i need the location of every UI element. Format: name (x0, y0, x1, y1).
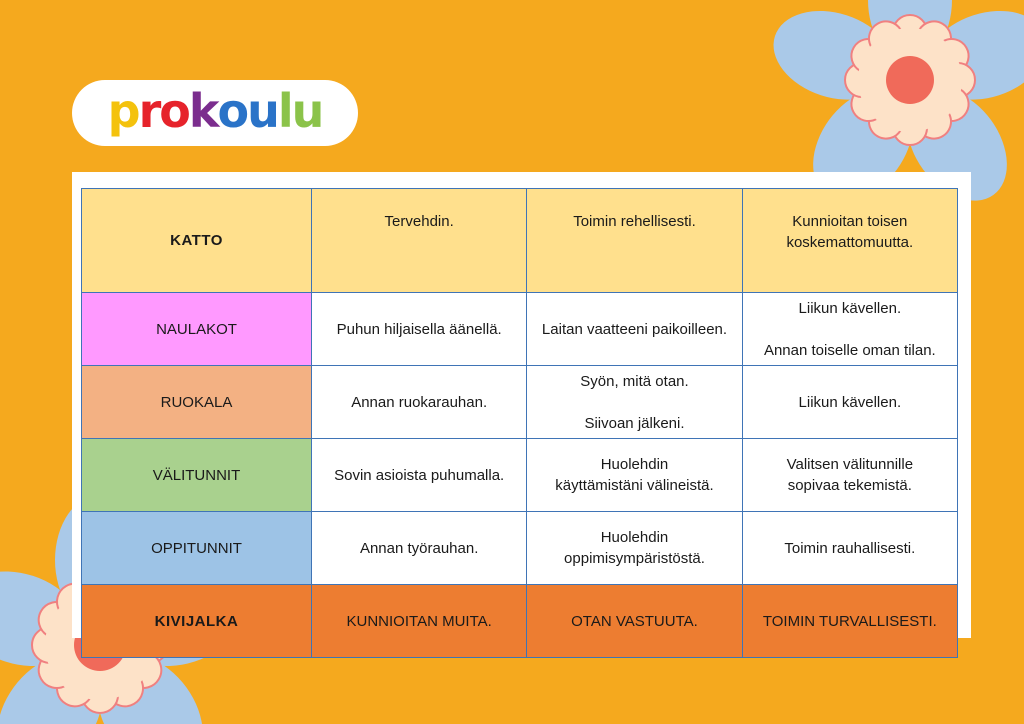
row-header: NAULAKOT (82, 293, 312, 366)
prokoulu-logo (107, 84, 323, 138)
logo-letter: o (159, 84, 189, 138)
logo-letter: l (277, 84, 292, 138)
table-cell: TOIMIN TURVALLISESTI. (742, 585, 957, 658)
table-row (82, 366, 958, 439)
table-cell: Huolehdin oppimisympäristöstä. (527, 512, 742, 585)
logo-letter: p (107, 84, 139, 138)
table-row (82, 293, 958, 366)
table-cell: Valitsen välitunnille sopivaa tekemistä. (742, 439, 957, 512)
table-cell: OTAN VASTUUTA. (527, 585, 742, 658)
row-header: KIVIJALKA (82, 585, 312, 658)
table-cell: Puhun hiljaisella äänellä. (312, 293, 527, 366)
row-header: VÄLITUNNIT (82, 439, 312, 512)
table-cell: Sovin asioista puhumalla. (312, 439, 527, 512)
table-cell: Kunnioitan toisen koskemattomuutta. (742, 189, 957, 293)
table-cell: Huolehdin käyttämistäni välineistä. (527, 439, 742, 512)
table-row (82, 585, 958, 658)
table-cell: Tervehdin. (312, 189, 527, 293)
logo-letter: k (188, 84, 218, 138)
table-row (82, 189, 958, 293)
table-cell: Annan ruokarauhan. (312, 366, 527, 439)
table-cell: Annan työrauhan. (312, 512, 527, 585)
table-cell: Syön, mitä otan. Siivoan jälkeni. (527, 366, 742, 439)
rules-card (72, 172, 971, 638)
row-header: OPPITUNNIT (82, 512, 312, 585)
table-cell: Liikun kävellen. Annan toiselle oman tilan. (742, 293, 957, 366)
table-cell: Liikun kävellen. (742, 366, 957, 439)
table-cell: Laitan vaatteeni paikoilleen. (527, 293, 742, 366)
table-cell: Toimin rauhallisesti. (742, 512, 957, 585)
rules-table (81, 188, 958, 658)
logo-letter: r (138, 84, 160, 138)
logo-letter: u (291, 84, 323, 138)
table-cell: KUNNIOITAN MUITA. (312, 585, 527, 658)
logo-letter: o (217, 84, 248, 138)
table-cell: Toimin rehellisesti. (527, 189, 742, 293)
row-header: RUOKALA (82, 366, 312, 439)
table-row (82, 439, 958, 512)
logo-pill (72, 80, 358, 146)
row-header: KATTO (82, 189, 312, 293)
table-row (82, 512, 958, 585)
logo-letter: u (247, 84, 278, 138)
